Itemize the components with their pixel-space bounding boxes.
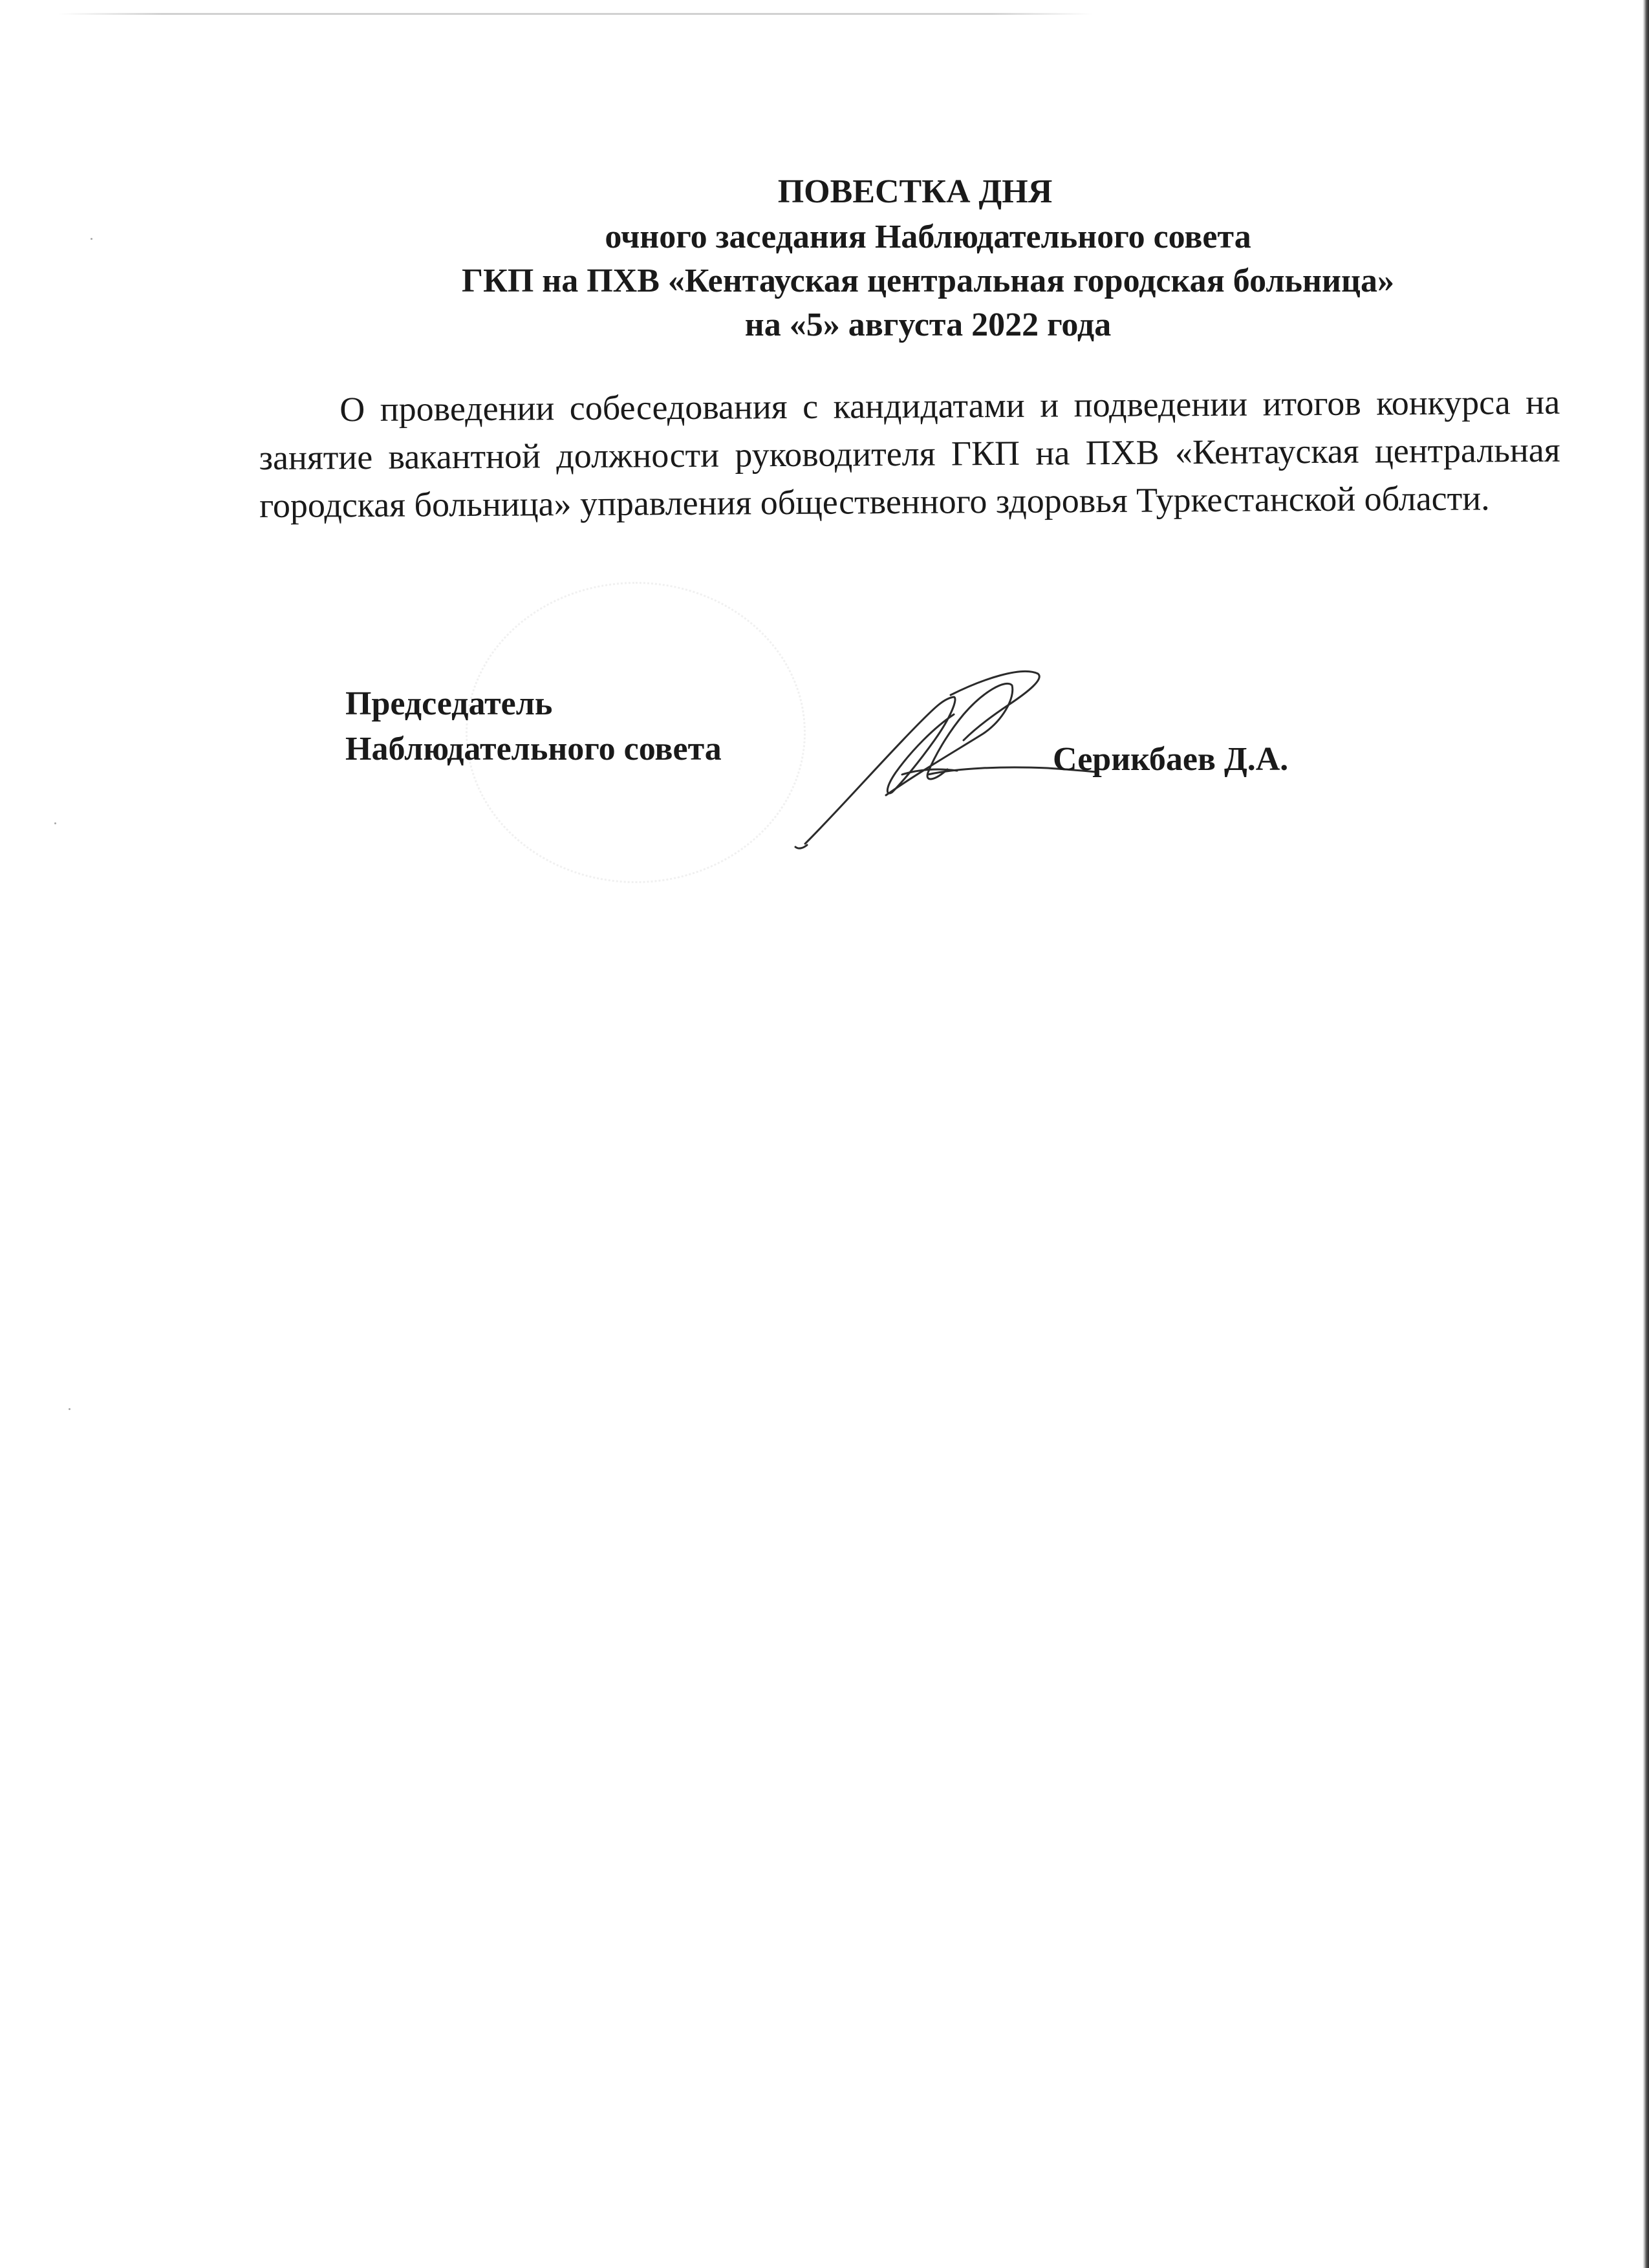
meeting-subtitle: очного заседания Наблюдательного совета: [605, 219, 1251, 255]
agenda-item-paragraph: О проведении собеседования с кандидатами и подведении итогов конкурса на занятие вакантной должности руководителя ГКП на ПХВ «Кентауская центральная городская больница» управления общественного здоровья Туркестанской области.: [259, 382, 1560, 525]
signatory-name: Серикбаев Д.А.: [1053, 741, 1289, 778]
signatory-title-line2: Наблюдательного совета: [345, 731, 722, 767]
scan-artifact-right-edge: [1643, 0, 1649, 2268]
meeting-date: на «5» августа 2022 года: [744, 306, 1112, 343]
signatory-title-line1: Председатель: [345, 685, 553, 722]
agenda-title: ПОВЕСТКА ДНЯ: [777, 173, 1053, 210]
scan-artifact-top-line: [58, 13, 1093, 15]
scan-artifact-dot: [69, 1408, 70, 1410]
organization-name: ГКП на ПХВ «Кентауская центральная городская больница»: [462, 262, 1394, 299]
scan-artifact-dot: [54, 822, 56, 824]
scan-artifact-dot: [91, 238, 92, 240]
